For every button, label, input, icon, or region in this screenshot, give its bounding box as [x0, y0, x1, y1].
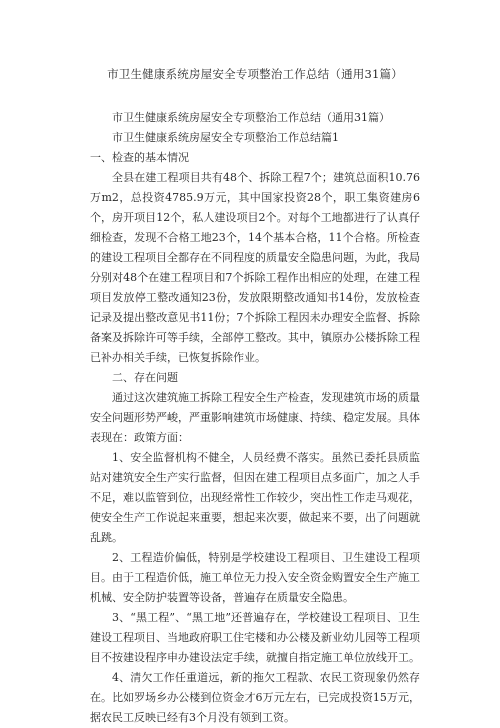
- paragraph-problem-3: 3、“黑工程”、“黑工地”还普遍存在，学校建设工程项目、卫生建设工程项目、当地政府职工住宅楼和办公楼及新业幼儿园等工程项目不按建设程序申办建设法定手续，就擅自指定施工单位放线开工。: [90, 611, 420, 664]
- document-title: 市卫生健康系统房屋安全专项整治工作总结（通用31篇）: [107, 67, 403, 81]
- paragraph-problem-2: 2、工程造价偏低，特别是学校建设工程项目、卫生建设工程项目。由于工程造价低，施工单位无力投入安全资金购置安全生产施工机械、安全防护装置等设备，普遍存在质量安全隐患。: [90, 551, 420, 604]
- paragraph-problems-intro: 通过这次建筑施工拆除工程安全生产检查，发现建筑市场的质量安全问题形势严峻，严重影响建筑市场健康、持续、稳定发展。具体表现在：政策方面：: [90, 391, 420, 444]
- document-subtitle: 市卫生健康系统房屋安全专项整治工作总结（通用31篇）: [112, 111, 390, 124]
- paragraph-problem-1: 1、安全监督机构不健全，人员经费不落实。虽然已委托县质监站对建筑安全生产实行监督，但因在建工程项目点多面广，加之人手不足，难以监管到位，出现经常性工作较少，突出性工作走马观花，使安全生产工作说起来重要，想起来次要，做起来不要，出了问题就乱跳。: [90, 451, 420, 544]
- paragraph-inspection-summary: 全县在建工程项目共有48个、拆除工程7个；建筑总面积10.76万m2，总投资4785.9万元，其中国家投资28个，职工集资建房6个，房开项目12个，私人建设项目2个。对每个工地都进行了认真仔细检查，发现不合格工地23个，14个基本合格，11个合格。所检查的建设工程项目全都存在不同程度的质量安全隐患问题，为此，我局分别对48个在建工程项目和7个拆除工程作出相应的处理，在建工程项目发放停工整改通知23份，发放限期整改通知书14份，发放检查记录及提出整改意见书11份；7个拆除工程因未办理安全监督、拆除备案及拆除许可等手续，全部停工整改。其中，镇原办公楼拆除工程已补办相关手续，已恢复拆除作业。: [90, 171, 420, 364]
- paragraph-problem-4: 4、清欠工作任重道远，新的拖欠工程款、农民工资现象仍然存在。比如罗场乡办公楼到位资金才6万元左右，已完成投资15万元，据农民工反映已经有3个月没有领到工资。: [90, 671, 420, 724]
- section-heading-problems: 二、存在问题: [112, 371, 178, 384]
- section-heading-inspection: 一、检查的基本情况: [90, 151, 189, 164]
- article-heading: 市卫生健康系统房屋安全专项整治工作总结篇1: [112, 131, 339, 144]
